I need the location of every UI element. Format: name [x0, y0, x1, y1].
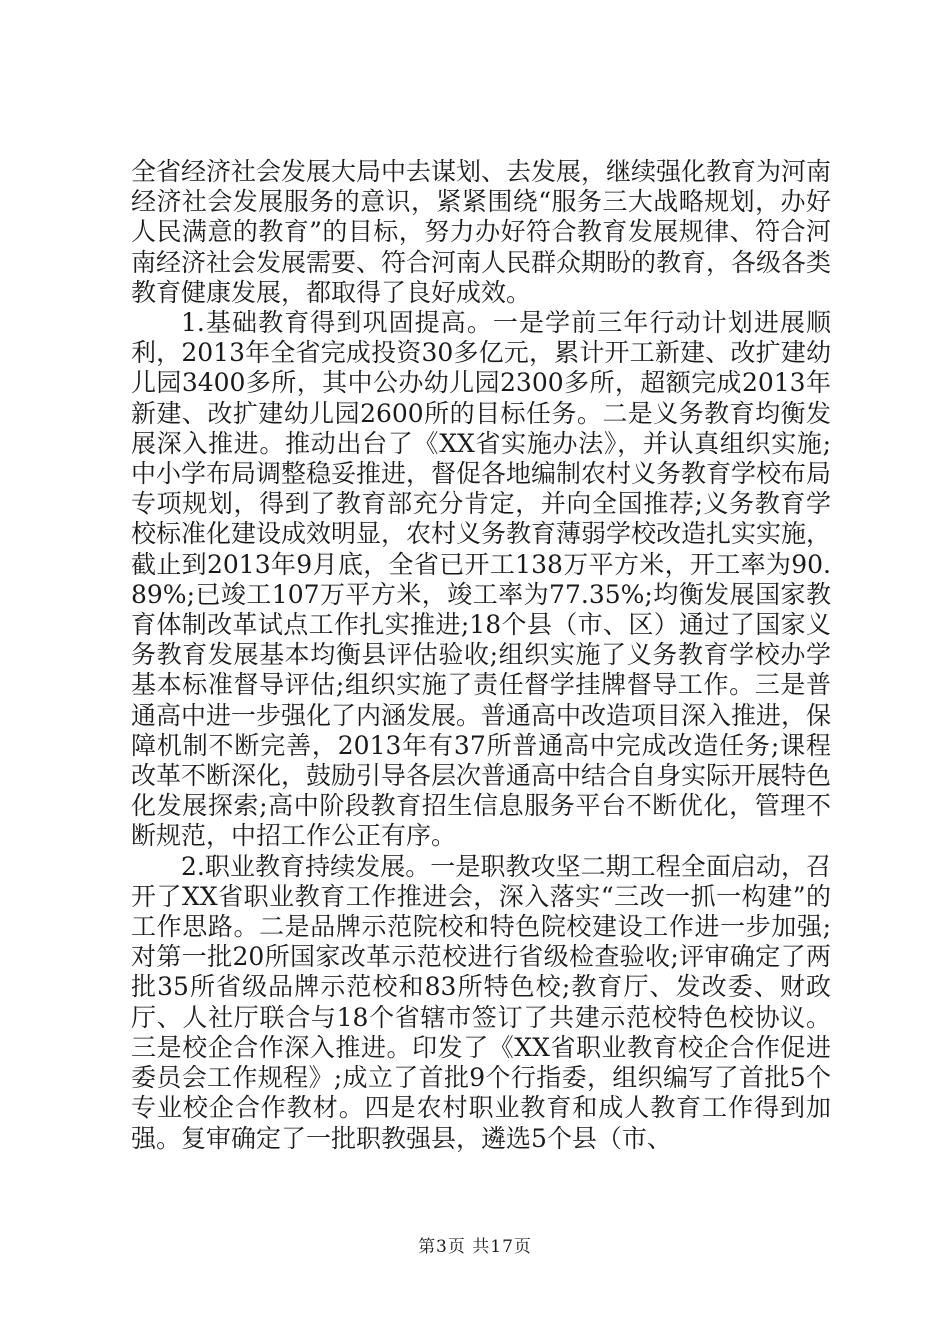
page-number-footer: 第3页 共17页 [418, 1237, 532, 1257]
paragraph-intro: 全省经济社会发展大局中去谋划、去发展，继续强化教育为河南经济社会发展服务的意识，紧紧围绕“服务三大战略规划，办好人民满意的教育”的目标，努力办好符合教育发展规律、符合河南经济社会发展需要、符合河南人民群众期盼的教育，各级各类教育健康发展，都取得了良好成效。 [131, 157, 832, 307]
document-body [131, 157, 831, 1154]
paragraph-basic-education: 1.基础教育得到巩固提高。一是学前三年行动计划进展顺利，2013年全省完成投资30多亿元，累计开工新建、改扩建幼儿园3400多所，其中公办幼儿园2300多所，超额完成2013年新建、改扩建幼儿园2600所的目标任务。二是义务教育均衡发展深入推进。推动出台了《XX省实施办法》，并认真组织实施;中小学布局调整稳妥推进，督促各地编制农村义务教育学校布局专项规划，得到了教育部充分肯定，并向全国推荐;义务教育学校标准化建设成效明显，农村义务教育薄弱学校改造扎实实施，截止到2013年9月底，全省已开工138万平方米，开工率为90.89%;已竣工107万平方米，竣工率为77.35%;均衡发展国家教育体制改革试点工作扎实推进;18个县（市、区）通过了国家义务教育发展基本均衡县评估验收;组织实施了义务教育学校办学基本标准督导评估;组织实施了责任督学挂牌督导工作。三是普通高中进一步强化了内涵发展。普通高中改造项目深入推进，保障机制不断完善，2013年有37所普通高中完成改造任务;课程改革不断深化，鼓励引导各层次普通高中结合自身实际开展特色化发展探索;高中阶段教育招生信息服务平台不断优化，管理不断规范，中招工作公正有序。 [131, 308, 832, 851]
paragraph-vocational-education: 2.职业教育持续发展。一是职教攻坚二期工程全面启动，召开了XX省职业教育工作推进会，深入落实“三改一抓一构建”的工作思路。二是品牌示范院校和特色院校建设工作进一步加强;对第一批20所国家改革示范校进行省级检查验收;评审确定了两批35所省级品牌示范校和83所特色校;教育厅、发改委、财政厅、人社厅联合与18个省辖市签订了共建示范校特色校协议。三是校企合作深入推进。印发了《XX省职业教育校企合作促进委员会工作规程》;成立了首批9个行指委，组织编写了首批5个专业校企合作教材。四是农村职业教育和成人教育工作得到加强。复审确定了一批职教强县，遴选5个县（市、 [131, 851, 831, 1153]
